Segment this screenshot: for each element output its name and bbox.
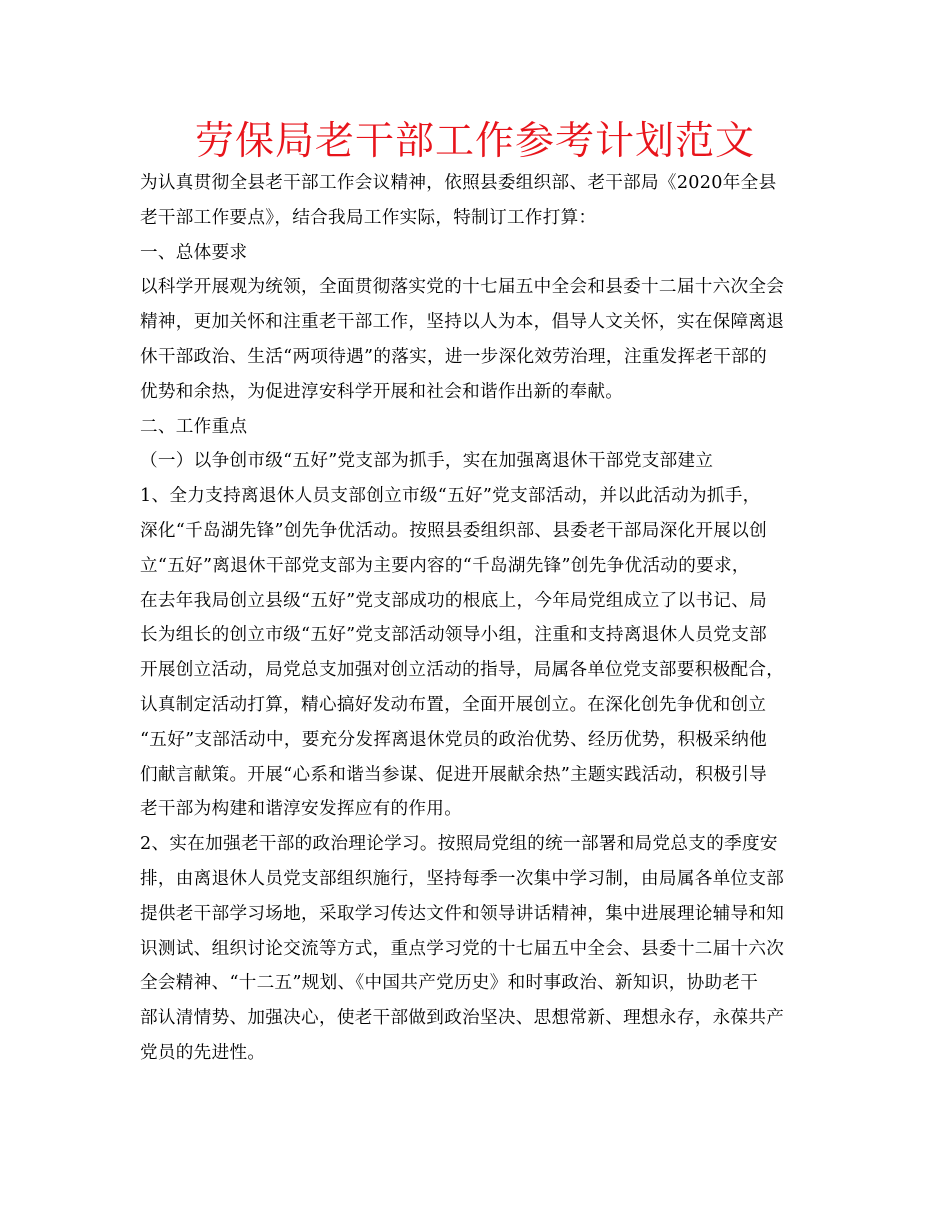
body-line: 全会精神、“十二五”规划、《中国共产党历史》和时事政治、新知识，协助老干 xyxy=(140,973,759,994)
body-line: 开展创立活动，局党总支加强对创立活动的指导，局属各单位党支部要积极配合， xyxy=(140,660,785,681)
body-line: 立“五好”离退休干部党支部为主要内容的“千岛湖先锋”创先争优活动的要求， xyxy=(140,555,750,576)
body-line: 以科学开展观为统领，全面贯彻落实党的十七届五中全会和县委十二届十六次全会 xyxy=(140,277,785,298)
body-line: 部认清情势、加强决心，使老干部做到政治坚决、思想常新、理想永存，永葆共产 xyxy=(140,1008,785,1029)
body-line: 优势和余热，为促进淳安科学开展和社会和谐作出新的奉献。 xyxy=(140,381,624,402)
body-line: 老干部工作要点》，结合我局工作实际，特制订工作打算： xyxy=(140,207,597,228)
body-line: 在去年我局创立县级“五好”党支部成功的根底上，今年局党组成立了以书记、局 xyxy=(140,590,767,611)
body-line: 提供老干部学习场地，采取学习传达文件和领导讲话精神，集中进展理论辅导和知 xyxy=(140,903,785,924)
subsection-heading: （一）以争创市级“五好”党支部为抓手，实在加强离退休干部党支部建立 xyxy=(140,451,714,472)
body-line: 党员的先进性。 xyxy=(140,1042,266,1063)
body-line: 排，由离退休人员党支部组织施行，坚持每季一次集中学习制，由局属各单位支部 xyxy=(140,868,785,889)
document-body xyxy=(140,166,820,1071)
body-line: 们献言献策。开展“心系和谐当参谋、促进开展献余热”主题实践活动，积极引导 xyxy=(140,764,767,785)
body-line: 认真制定活动打算，精心搞好发动布置，全面开展创立。在深化创先争优和创立 xyxy=(140,694,767,715)
body-line: 长为组长的创立市级“五好”党支部活动领导小组，注重和支持离退休人员党支部 xyxy=(140,625,767,646)
body-line: 为认真贯彻全县老干部工作会议精神，依照县委组织部、老干部局《2020年全县 xyxy=(140,173,777,193)
body-line: 2、实在加强老干部的政治理论学习。按照局党组的统一部署和局党总支的季度安 xyxy=(140,834,778,855)
body-line: 识测试、组织讨论交流等方式，重点学习党的十七届五中全会、县委十二届十六次 xyxy=(140,938,785,959)
body-line: 老干部为构建和谐淳安发挥应有的作用。 xyxy=(140,799,463,820)
body-line: 深化“千岛湖先锋”创先争优活动。按照县委组织部、县委老干部局深化开展以创 xyxy=(140,520,767,541)
section-heading: 二、工作重点 xyxy=(140,416,248,437)
body-line: 精神，更加关怀和注重老干部工作，坚持以人为本，倡导人文关怀，实在保障离退 xyxy=(140,312,785,333)
body-line: 1、全力支持离退休人员支部创立市级“五好”党支部活动，并以此活动为抓手， xyxy=(140,486,761,507)
document-title: 劳保局老干部工作参考计划范文 xyxy=(194,119,755,164)
body-line: “五好”支部活动中，要充分发挥离退休党员的政治优势、经历优势，积极采纳他 xyxy=(140,729,767,750)
section-heading: 一、总体要求 xyxy=(140,242,248,263)
body-line: 休干部政治、生活“两项待遇”的落实，进一步深化效劳治理，注重发挥老干部的 xyxy=(140,346,767,367)
